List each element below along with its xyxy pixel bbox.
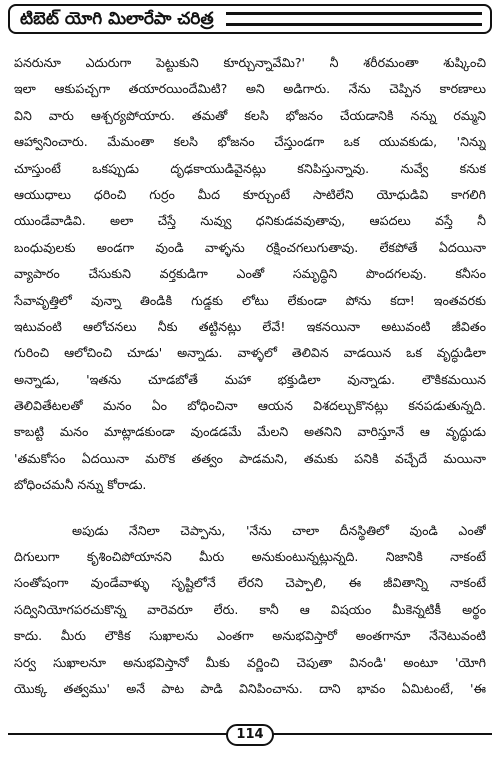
paragraph-2 [14, 518, 486, 706]
text-line: ఇటువంటి ఆలోచనలు నీకు తట్టినట్లు లేవే! ఇకనయినా అటువంటి జీవితం [14, 318, 486, 334]
text-line: తెలివితేటలతో మనం ఏం బోధించినా ఆయన విశదల్చుకొనట్లు కనపడుతున్నది. [14, 398, 486, 414]
text-line: కాదు. మీరు లౌకిక సుఖాలను ఎంతగా అనుభవిస్తారో అంతగానూ నేనెటువంటి [14, 628, 486, 644]
text-line: గురించి ఆలోచించి చూడు' అన్నాడు. వాళ్ళలో తెలివిన వాడయిన ఒక వృద్ధుడిలా [14, 345, 486, 361]
text-line: విని వారు ఆశ్చర్యపోయారు. తమతో కలసి భోజనం చేయడానికి నన్ను రమ్మని [14, 107, 486, 123]
text-line: ఇలా ఆకుపచ్చగా తయారయిందేమిటి? అని అడిగారు. నేను చెప్పిన కారణాలు [14, 81, 486, 97]
text-line: అపుడు నేనిలా చెప్పాను, 'నేను చాలా దీనస్థితిలో వుండి ఎంతో [72, 522, 486, 538]
text-line: పనరునూ ఎదురుగా పెట్టుకుని కూర్చున్నావేమి?' నీ శరీరమంతా శుష్కించి [14, 55, 486, 70]
text-line: చూస్తుంటే ఒకప్పుడు దృఢకాయుడివైనట్లు కనిపిస్తున్నావు. నువ్వే కనుక [14, 160, 486, 176]
paragraph-gap [14, 499, 486, 518]
text-line: యుండేవాడివి. అలా చేస్తే నువ్వు ధనికుడవవుతావు, ఆపదలు వస్తే నీ [14, 213, 486, 229]
text-line: సంతోషంగా వుండేవాళ్ళు సృష్టిలోనే లేరని చెప్పాలి, ఈ జీవితాన్ని నాకంటే [14, 575, 486, 591]
paragraph-1 [14, 50, 486, 499]
text-line: సద్వినియోగపరచుకొన్న వారెవరూ లేరు. కానీ ఆ విషయం మీకెన్నటికీ అర్థం [14, 601, 486, 617]
text-line: ఆయుధాలు ధరించి గుర్రం మీద కూర్చుంటే సాటిలేని యోధుడివి కాగలిగి [14, 186, 486, 202]
text-line: ఆహ్వానించారు. మేమంతా కలసి భోజనం చేస్తుండగా ఒక యువకుడు, 'నిన్ను [14, 134, 486, 150]
text-line: అన్నాడు, 'ఇతను చూడబోతే మహా భక్తుడిలా వున్నాడు. లౌకికమయిన [14, 371, 486, 387]
running-header [8, 4, 492, 34]
text-line: యొక్క తత్వము' అనే పాట పాడి వినిపించాను. దాని భావం ఏమిటంటే, 'ఈ [14, 680, 486, 696]
page-number: 114 [226, 724, 274, 746]
text-line: బంధువులకు అండగా వుండి వాళ్ళను రక్షించగలుగుతావు. లేకపోతే ఏదయినా [14, 239, 486, 255]
text-line: దిగులుగా కృశించిపోయానని మీరు అనుకుంటున్నట్లున్నది. నిజానికి నాకంటే [14, 549, 486, 565]
body-text [14, 50, 486, 706]
book-title: టిబెట్ యోగి మిలారేపా చరిత్ర [20, 9, 214, 29]
text-line: సేవావృత్తిలో వున్నా తిండికి గుడ్డకు లోటు లేకుండా పోను కదా! ఇంతవరకు [14, 292, 486, 308]
text-line: కాబట్టి మనం మాట్లాడకుండా వుండడమే మేలని అతనిని వారిస్తూనే ఆ వృద్ధుడు [14, 424, 486, 440]
text-line [14, 702, 486, 706]
header-double-rule [226, 12, 482, 26]
text-line: సర్వ సుఖాలనూ అనుభవిస్తానో మీకు వర్ణించి చెపుతా వినండి' అంటూ 'యోగి [14, 654, 486, 670]
text-line: వ్యాపారం చేసుకుని వర్తకుడిగా ఎంతో సమృద్ధిని పొందగలవు. కనీసం [14, 266, 486, 282]
text-line: బోధించమనీ నన్ను కోరాడు. [14, 477, 147, 493]
text-line: 'తమకోసం ఏదయినా మరొక తత్వం పాడమని, తమకు పనికి వచ్చేదే మయినా [14, 450, 486, 466]
